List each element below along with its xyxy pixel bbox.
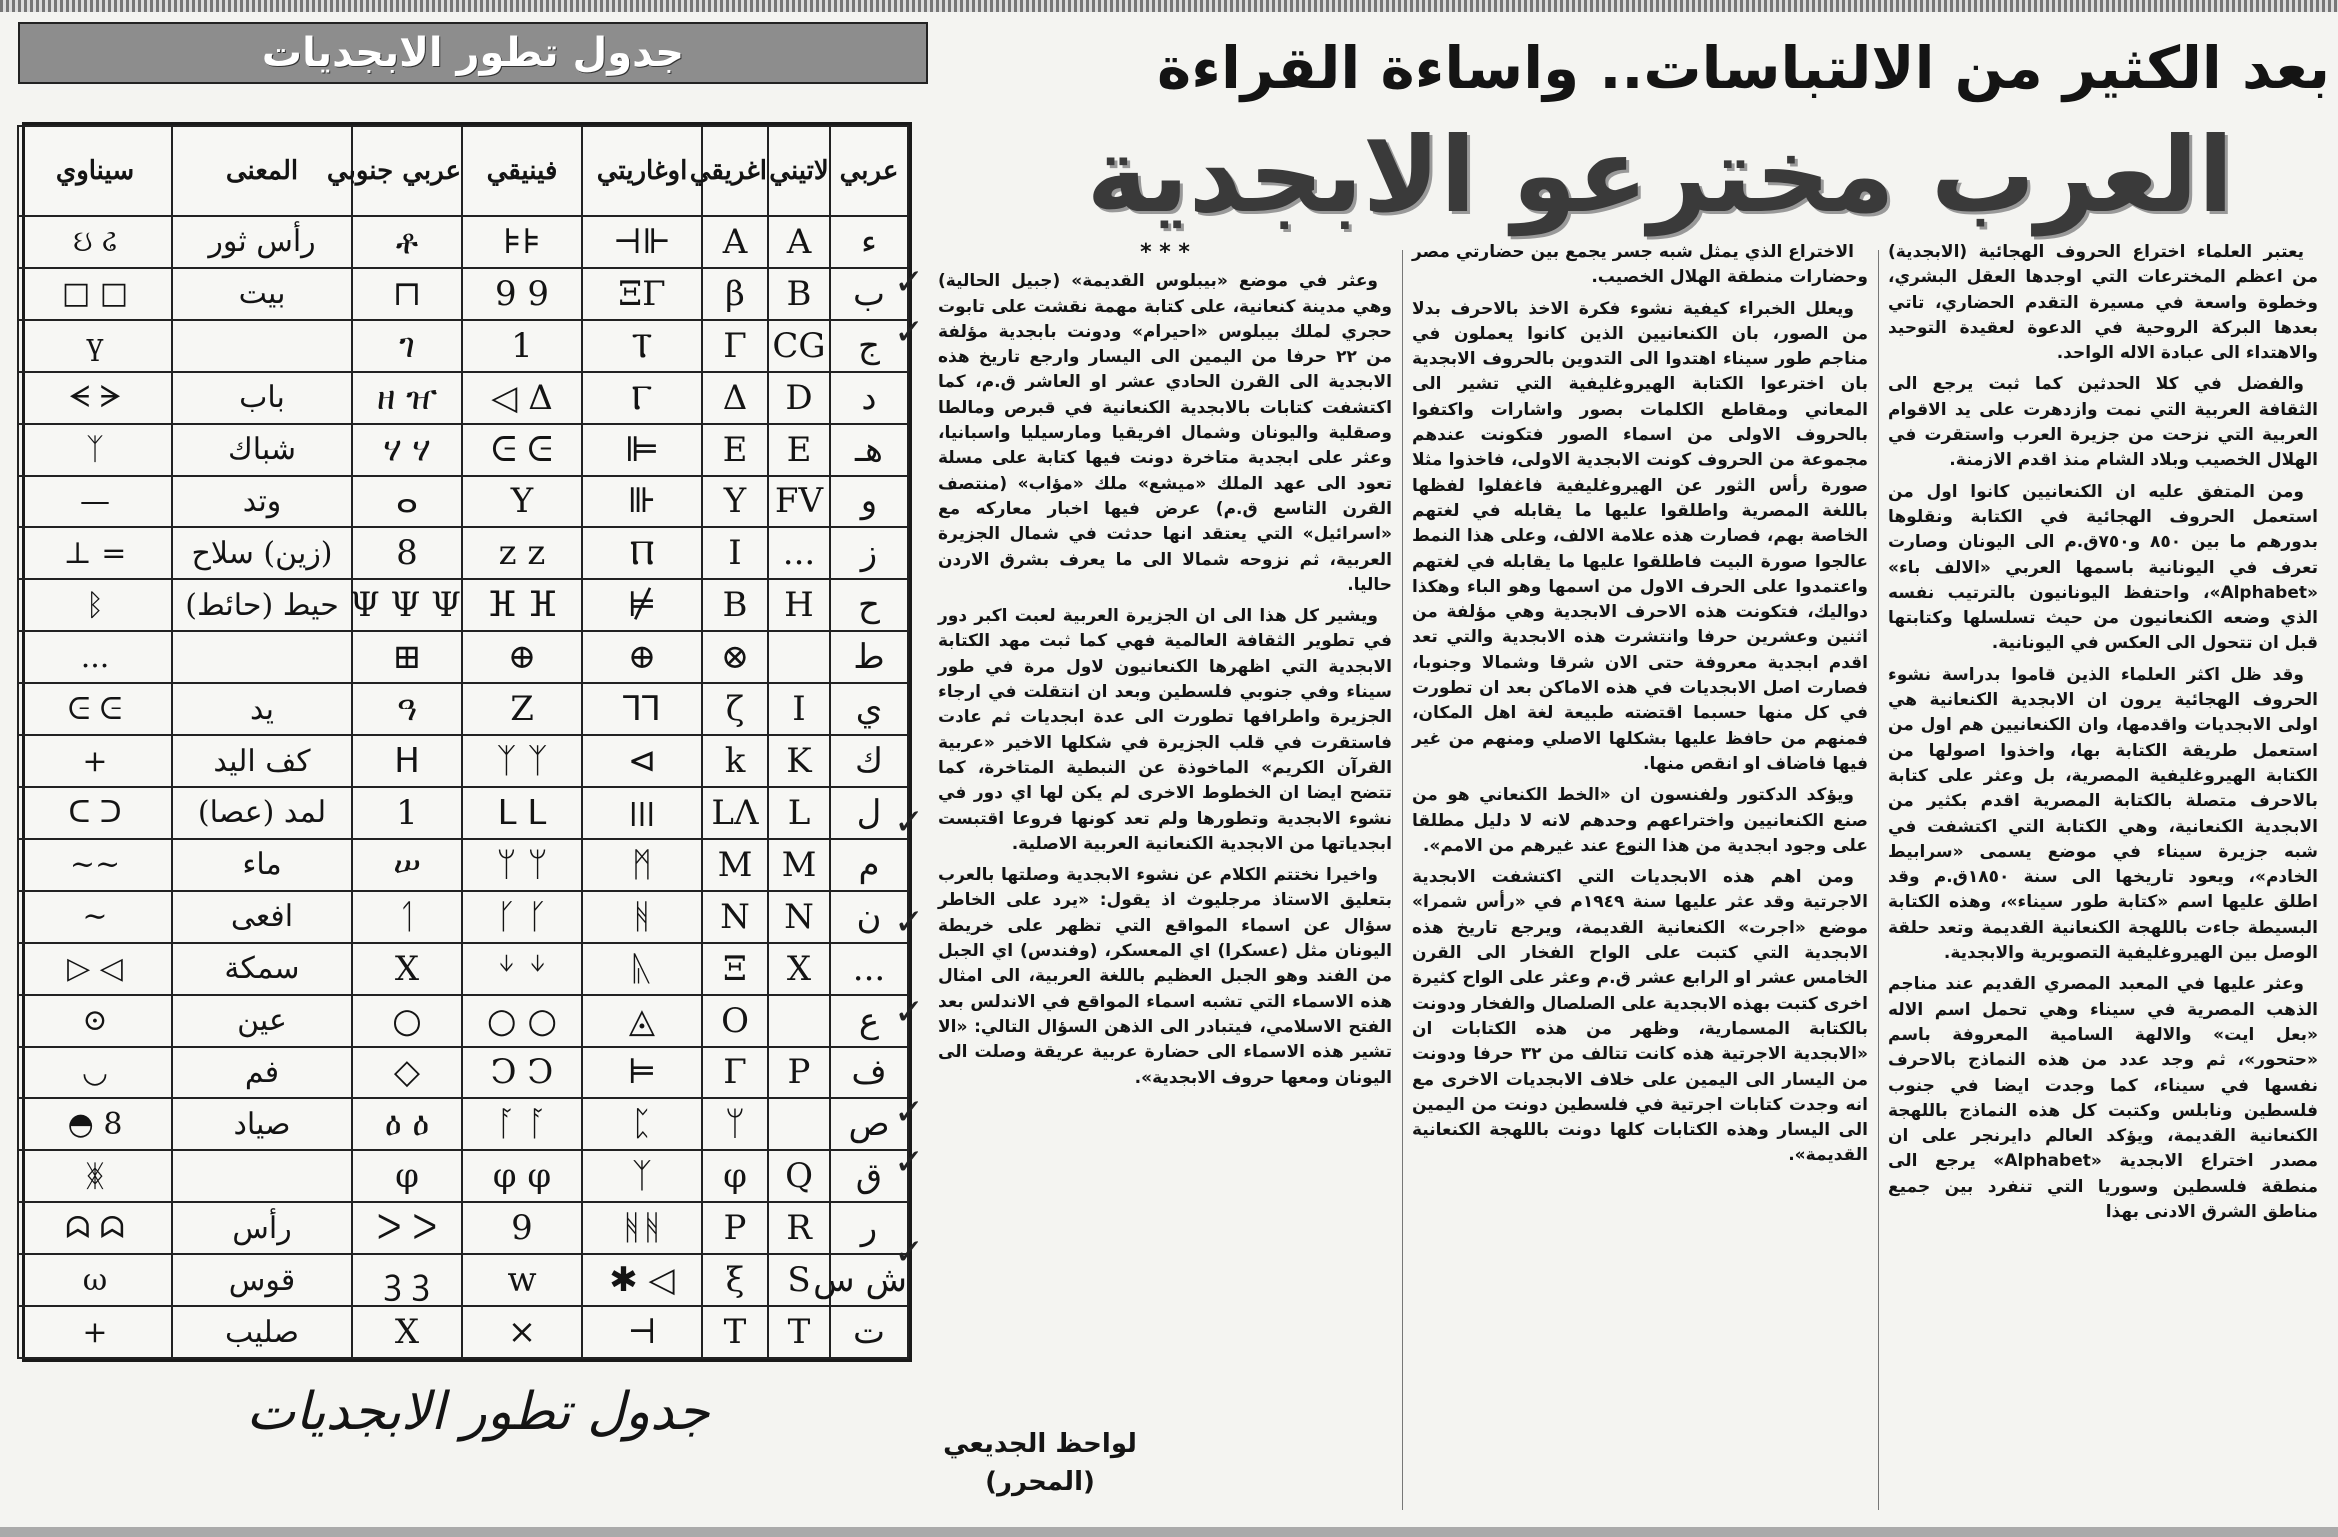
cell-latin: H <box>768 579 830 631</box>
check-mark: ✓ <box>894 1232 925 1273</box>
cell-arabic: ف <box>830 1047 908 1099</box>
cell-south-arabian: ᐳ ᐳ <box>352 1202 462 1254</box>
cell-arabic: ع <box>830 995 908 1047</box>
cell-arabic: ح <box>830 579 908 631</box>
cell-ugaritic: ᚣ <box>582 943 702 995</box>
cell-greek: β <box>702 268 768 320</box>
cell-ugaritic: ᚻ <box>582 891 702 943</box>
header-arabic: عربي <box>830 126 908 216</box>
cell-sinaitic: ᛒ <box>18 579 172 631</box>
cell-arabic: ن <box>830 891 908 943</box>
check-mark: ✓ <box>894 802 925 843</box>
cell-south-arabian: ◇ <box>352 1047 462 1099</box>
cell-ugaritic: ᛉ <box>582 1150 702 1202</box>
cell-greek: Γ <box>702 1047 768 1099</box>
cell-ugaritic: ᛈ <box>582 1098 702 1150</box>
cell-south-arabian: ᛐ <box>352 891 462 943</box>
cell-south-arabian: X <box>352 943 462 995</box>
cell-greek: Γ <box>702 320 768 372</box>
cell-latin: FV <box>768 476 830 528</box>
cell-greek: P <box>702 1202 768 1254</box>
cell-meaning: ماء <box>172 839 352 891</box>
cell-sinaitic: ᗣ ᗣ <box>18 1202 172 1254</box>
cell-arabic: ز <box>830 527 908 579</box>
header-latin: لاتيني <box>768 126 830 216</box>
cell-arabic: ص <box>830 1098 908 1150</box>
cell-phoenician: ⊕ <box>462 631 582 683</box>
cell-south-arabian: ⊓ <box>352 268 462 320</box>
column-divider <box>1878 250 1879 1510</box>
table-row <box>18 735 908 787</box>
cell-phoenician: ᕮ ᕮ <box>462 424 582 476</box>
cell-latin: L <box>768 787 830 839</box>
cell-ugaritic: Ⲅ <box>582 372 702 424</box>
cell-south-arabian: 8 <box>352 527 462 579</box>
article-paragraph: الاختراع الذي يمثل شبه جسر يجمع بين حضارتي مصر وحضارات منطقة الهلال الخصيب. <box>1412 242 1868 288</box>
table-row <box>18 527 908 579</box>
cell-phoenician: 9 9 <box>462 268 582 320</box>
cell-ugaritic: ⊭ <box>582 579 702 631</box>
cell-phoenician: 9 <box>462 1202 582 1254</box>
cell-sinaitic: ᛉ <box>18 424 172 476</box>
cell-south-arabian: Ψ Ψ Ψ <box>352 579 462 631</box>
cell-latin: S <box>768 1254 830 1306</box>
cell-greek: A <box>702 216 768 268</box>
cell-meaning <box>172 631 352 683</box>
cell-sinaitic: ᛤ <box>18 1150 172 1202</box>
cell-south-arabian: ዓ <box>352 683 462 735</box>
cell-latin: I <box>768 683 830 735</box>
article-paragraph: واخيرا نختتم الكلام عن نشوء الابجدية وصلتها بالعرب بتعليق الاستاذ مرجليوث اذ يقول: «يرد على الخاطر سؤال عن اسماء المواقع التي تظهر على خريطة اليونان مثل (عسكرا) اي المعسكر، (وفندس) اي الجبل من الفند وهو الجبل العظيم باللغة العربية، الى امثال هذه الاسماء التي تشبه اسماء المواقع في الاندلس بعد الفتح الاسلامي، فيتبادر الى الذهن السؤال التالي: «الا تشير هذه الاسماء الى حضارة عربية عريقة وصلت الى اليونان ومعها حروف الابجدية». <box>938 865 1392 1088</box>
main-headline: العرب مخترعو الابجدية <box>1086 114 2234 236</box>
cell-sinaitic: ᗕ ᗒ <box>18 372 172 424</box>
cell-meaning: باب <box>172 372 352 424</box>
cell-greek: T <box>702 1306 768 1358</box>
byline <box>940 1425 1140 1505</box>
cell-sinaitic: ω <box>18 1254 172 1306</box>
cell-sinaitic: ~~ <box>18 839 172 891</box>
cell-meaning: عين <box>172 995 352 1047</box>
article-paragraph: يعتبر العلماء اختراع الحروف الهجائية (الابجدية) من اعظم المخترعات التي اوجدها العقل البشري، وخطوة واسعة في مسيرة التقدم الحضاري، تاتي بعدها البركة الروحية في الدعوة لعقيدة التوحيد والاهتداء الى عبادة الاله الواحد. <box>1888 242 2318 364</box>
cell-arabic: ء <box>830 216 908 268</box>
cell-phoenician: ᒪ ᒪ <box>462 787 582 839</box>
kicker-headline: بعد الكثير من الالتباسات.. واساءة القراءة <box>1157 34 2330 102</box>
alphabet-table <box>17 125 909 1359</box>
cell-sinaitic: ᕮ ᕮ <box>18 683 172 735</box>
cell-greek: E <box>702 424 768 476</box>
cell-phoenician: Z <box>462 683 582 735</box>
article-paragraph: والفضل في كلا الحدثين كما ثبت يرجع الى الثقافة العربية التي نمت وازدهرت على يد الاقوام العربية التي نزحت من جزيرة العرب واستقرت في الهلال الخصيب وبلاد الشام منذ اقدم الازمنة. <box>1888 374 2318 471</box>
cell-arabic: د <box>830 372 908 424</box>
cell-phoenician: Ͻ Ͻ <box>462 1047 582 1099</box>
cell-meaning: وتد <box>172 476 352 528</box>
margin-checkmarks <box>894 262 944 1273</box>
cell-arabic: ... <box>830 943 908 995</box>
cell-south-arabian: ሠ <box>352 839 462 891</box>
cell-latin: R <box>768 1202 830 1254</box>
cell-meaning: رأس <box>172 1202 352 1254</box>
cell-arabic: ق <box>830 1150 908 1202</box>
cell-sinaitic: ◁ ▷ <box>18 943 172 995</box>
cell-greek: Y <box>702 476 768 528</box>
cell-latin: Q <box>768 1150 830 1202</box>
cell-latin: CG <box>768 320 830 372</box>
cell-south-arabian: ገ <box>352 320 462 372</box>
cell-arabic: ش س <box>830 1254 908 1306</box>
cell-sinaitic: ... <box>18 631 172 683</box>
alphabet-table-body <box>18 216 908 1358</box>
cell-arabic: ب <box>830 268 908 320</box>
table-row <box>18 787 908 839</box>
author-role: (المحرر) <box>985 1467 1095 1497</box>
table-row <box>18 891 908 943</box>
cell-ugaritic: ⊫ <box>582 424 702 476</box>
cell-south-arabian: X <box>352 1306 462 1358</box>
table-row <box>18 476 908 528</box>
table-header-row <box>18 126 908 216</box>
cell-meaning: بيت <box>172 268 352 320</box>
cell-phoenician: ᚴ ᚴ <box>462 891 582 943</box>
cell-south-arabian: ዕ ዕ <box>352 1098 462 1150</box>
cell-sinaitic: ઇ ઢ <box>18 216 172 268</box>
cell-greek: ξ <box>702 1254 768 1306</box>
cell-south-arabian: ᕼ <box>352 735 462 787</box>
cell-latin: D <box>768 372 830 424</box>
cell-ugaritic: ⊩⊢ <box>582 216 702 268</box>
cell-greek: O <box>702 995 768 1047</box>
cell-latin: B <box>768 268 830 320</box>
table-row <box>18 1202 908 1254</box>
article-paragraph: وعثر في موضع «بيبلوس القديمة» (جبيل الحالية) وهي مدينة كنعانية، على كتابة مهمة نقشت على تابوت حجري لملك بيبلوس «احيرام» ودونت بابجدية مؤلفة من ٢٢ حرفا من اليمين الى اليسار وارجع تاريخ هذه الابجدية الى القرن الحادي عشر او العاشر ق.م، كما اكتشفت كتابات بالابجدية الكنعانية في قبرص ومالطا وصقلية واليونان وشمال افريقيا ومارسيليا واسبانيا، وعثر على ابجدية متاخرة دونت فيها كتابة على مسلة تعود الى عهد الملك «ميشع» ملك «مؤاب» (منتصف القرن التاسع ق.م) عرض فيها اخبار معاركه مع «اسرائيل» التي يعتقد انها حدثت في شمال الجزيرة العربية، ثم نزوحه شمالا الى ما يعرف بشرق الاردن حاليا. <box>938 271 1392 595</box>
cell-sinaitic: ◡ <box>18 1047 172 1099</box>
cell-phoenician: ᛉ ᛉ <box>462 735 582 787</box>
cell-greek: ᛘ <box>702 1098 768 1150</box>
cell-latin: M <box>768 839 830 891</box>
cell-meaning: حيط (حائط) <box>172 579 352 631</box>
top-rule <box>0 0 2338 12</box>
cell-south-arabian: ቶ <box>352 216 462 268</box>
cell-meaning: صليب <box>172 1306 352 1358</box>
alphabet-table-panel <box>18 22 928 1502</box>
cell-ugaritic: ᛗ <box>582 839 702 891</box>
cell-latin <box>768 995 830 1047</box>
cell-ugaritic: ⊪ <box>582 476 702 528</box>
cell-greek: M <box>702 839 768 891</box>
table-row <box>18 424 908 476</box>
cell-arabic: م <box>830 839 908 891</box>
table-row <box>18 995 908 1047</box>
check-mark: ✓ <box>894 992 925 1033</box>
cell-greek: LΛ <box>702 787 768 839</box>
cell-phoenician: Y <box>462 476 582 528</box>
cell-phoenician: ᛘ ᛘ <box>462 839 582 891</box>
table-row <box>18 372 908 424</box>
cell-latin: ... <box>768 527 830 579</box>
cell-arabic: ط <box>830 631 908 683</box>
article-paragraph: وعثر عليها في المعبد المصري القديم عند مناجم الذهب المصرية في سيناء وهي تحمل اسم الاله «بعل ايت» والالهة السامية المعروفة باسم «حتحور»، ثم وجد عدد من هذه النماذج بالاحرف نفسها في سيناء، كما وجدت ايضا في جنوب فلسطين ونابلس وكتبت كل هذه النماذج باللهجة الكنعانية القديمة، ويؤكد العالم دايرنجر على ان مصدر اختراع الابجدية «Alphabet» يرجع الى منطقة فلسطين وسوريا التي تنفرد بين جميع مناطق الشرق الادنى بهذا <box>1888 974 2318 1222</box>
cell-latin: T <box>768 1306 830 1358</box>
article-paragraph: ويؤكد الدكتور ولفنسون ان «الخط الكنعاني هو من صنع الكنعانيين واختراعهم وحدهم لانه لا دليل مطلقا على وجود ابجدية من هذا النوع عند غيرهم من الامم». <box>1412 785 1868 856</box>
alphabet-table-frame <box>22 122 912 1362</box>
cell-latin: P <box>768 1047 830 1099</box>
cell-arabic: هـ <box>830 424 908 476</box>
cell-meaning <box>172 320 352 372</box>
cell-ugaritic: ◁ ✱ <box>582 1254 702 1306</box>
cell-meaning: صياد <box>172 1098 352 1150</box>
cell-meaning: افعى <box>172 891 352 943</box>
cell-south-arabian: ⴰ <box>352 476 462 528</box>
author-name: لواحظ الجديعي <box>943 1429 1137 1459</box>
table-row <box>18 1047 908 1099</box>
header-greek: اغريقي <box>702 126 768 216</box>
cell-south-arabian: ꝫ ꝫ <box>352 1254 462 1306</box>
cell-arabic: و <box>830 476 908 528</box>
cell-greek: Ξ <box>702 943 768 995</box>
table-row <box>18 579 908 631</box>
cell-phoenician: w <box>462 1254 582 1306</box>
cell-greek: φ <box>702 1150 768 1202</box>
cell-ugaritic: ⊕ <box>582 631 702 683</box>
cell-south-arabian: ዘ ዠ <box>352 372 462 424</box>
cell-sinaitic: ү <box>18 320 172 372</box>
cell-south-arabian: φ <box>352 1150 462 1202</box>
cell-phoenician: φ φ <box>462 1150 582 1202</box>
article-paragraph: ومن المتفق عليه ان الكنعانيين كانوا اول من استعمل الحروف الهجائية في الكتابة ونقلوها بدورهم ما بين ٨٥٠ و٧٥٠ق.م الى اليونان وصارت تعرف في اليونانية باسمها العربي «الالف باء» «Alphabet»، واحتفظ اليونانيون بالترتيب نفسه الذي وضعه الكنعانيون من حيث تسلسلها وكتابتها قبل ان تتحول الى العكس في اليونانية. <box>1888 481 2318 654</box>
article-paragraph: ويشير كل هذا الى ان الجزيرة العربية لعبت اكبر دور في تطوير الثقافة العالمية فهي كما ثبت مهد الكتابة الابجدية التي اظهرها الكنعانيون لاول مرة في طور سيناء وفي جنوبي فلسطين وبعد ان انتقلت في ارجاء الجزيرة واطرافها تطورت الى عدة ابجديات ثم عادت فاستقرت في قلب الجزيرة في شكلها الاخير «عربية القرآن الكريم» الماخوذة عن النبطية المتاخرة، كما تتضح ايضا ان الخطوط الاخرى لم يكن لها اي دور في نشوء الابجدية وتطورها ولم تعد كونها فروعا اقتبست ابجدياتها من الابجدية الكنعانية العربية الاصلية. <box>938 606 1392 854</box>
cell-greek: ζ <box>702 683 768 735</box>
cell-meaning: سمكة <box>172 943 352 995</box>
header-phoenician: فينيقي <box>462 126 582 216</box>
cell-latin: N <box>768 891 830 943</box>
header-ugaritic: اوغاريتي <box>582 126 702 216</box>
check-mark: ✓ <box>894 262 925 303</box>
table-row <box>18 683 908 735</box>
table-row <box>18 631 908 683</box>
table-row <box>18 216 908 268</box>
cell-meaning <box>172 1150 352 1202</box>
cell-greek: Δ <box>702 372 768 424</box>
header-south-arabian: عربي جنوبي <box>352 126 462 216</box>
cell-arabic: ر <box>830 1202 908 1254</box>
cell-ugaritic: ◬ <box>582 995 702 1047</box>
article-paragraph: وقد ظل اكثر العلماء الذين قاموا بدراسة نشوء الحروف الهجائية يرون ان الابجدية الكنعانية هي اولى الابجديات واقدمها، وان الكنعانيين هم اول من استعمل طريقة الكتابة بها، واخذوا اصولها من الكتابة الهيروغليفية المصرية، بل وعثر على كتابة بالاحرف متصلة بالكتابة المصرية اقدم بكثير من الابجدية الكنعانية، وهي الكتابة التي اكتشفت في شبه جزيرة سيناء في موضع يسمى «سرابيط الخادم»، ويعود تاريخها الى سنة ١٨٥٠ق.م وقد اطلق عليها اسم «كتابة طور سيناء»، وهذه الكتابة البسيطة جاءت باللهجة الكنعانية القديمة وتعد حلقة الوصل بين الهيروغليفية التصويرية والابجدية. <box>1888 664 2318 964</box>
cell-ugaritic: ⊨ <box>582 1047 702 1099</box>
cell-sinaitic: 8 ◓ <box>18 1098 172 1150</box>
cell-sinaitic: = ⊥ <box>18 527 172 579</box>
cell-meaning: فم <box>172 1047 352 1099</box>
cell-arabic: ي <box>830 683 908 735</box>
article-paragraph: ويعلل الخبراء كيفية نشوء فكرة الاخذ بالاحرف بدلا من الصور، بان الكنعانيين الذين كانوا يعملون في مناجم طور سيناء اهتدوا الى التدوين بالحروف الابجدية بان اخترعوا الكتابة الهيروغليفية التي تشير الى المعاني ومقاطع الكلمات بصور واشارات واكتفوا بالحروف الاولى من اسماء الصور فتكونت عندهم مجموعة من الحروف كونت الابجدية الاولى، فاخذوا مثلا صورة رأس الثور عن الهيروغليفية فاغفلوا لفظها باللغة المصرية واطلقوا عليها ما يقابله في لغتهم الخاصة بهم، فصارت هذه علامة الالف، وعلى هذا النمط عالجوا صورة البيت فاطلقوا عليها ما يقابله في لغتهم واعتمدوا على الحرف الاول من اسمها وهو الباء وهكذا دواليك، فتكونت هذه الاحرف الابجدية وهي مؤلفة من اثنين وعشرين حرفا وانتشرت هذه الابجدية والتي تعد اقدم ابجدية معروفة حتى الان شرقا وشمالا وجنوبا، فصارت اصل الابجديات في هذه الاماكن بعد ان تطورت في كل منها حسبما اقتضته طبيعة لغة اهل المكان، فمنهم من حافظ عليها بشكلها الاصلي ومنهم من غير فيها فاضاف او انقص منها. <box>1412 298 1868 774</box>
header-sinaitic: سيناوي <box>18 126 172 216</box>
cell-arabic: ل <box>830 787 908 839</box>
cell-meaning: لمد (عصا) <box>172 787 352 839</box>
table-row <box>18 943 908 995</box>
cell-sinaitic: — <box>18 476 172 528</box>
article-paragraph: ومن اهم هذه الابجديات التي اكتشفت الابجدية الاجرتية وقد عثر عليها سنة ١٩٤٩م في «رأس شمرا» موضع «اجرت» الكنعانية القديمة، ويرجع تاريخ هذه الابجدية التي كتبت على الواح الفخار الى القرن الخامس عشر او الرابع عشر ق.م وعثر على الواح كثيرة اخرى كتبت بهذه الابجدية على الصلصال والفخار ودونت بالكتابة المسمارية، وظهر من هذه الكتابات ان «الابجدية الاجرتية هذه كانت تتالف من ٣٢ حرفا ودونت من اليسار الى اليمين على خلاف الابجديات الاخرى مع انه وجدت كتابات اجرتية في فلسطين دونت من اليمين الى اليسار وهذه الكتابات كلها دونت باللهجة الكنعانية القديمة». <box>1412 867 1868 1166</box>
article-column-1 <box>1888 240 2318 1525</box>
cell-south-arabian: ሃ ሃ <box>352 424 462 476</box>
cell-greek: B <box>702 579 768 631</box>
table-row <box>18 268 908 320</box>
cell-greek: k <box>702 735 768 787</box>
article-column-3 <box>938 240 1392 1525</box>
table-row <box>18 1306 908 1358</box>
cell-latin: X <box>768 943 830 995</box>
cell-latin <box>768 1098 830 1150</box>
cell-south-arabian: ○ <box>352 995 462 1047</box>
cell-meaning: قوس <box>172 1254 352 1306</box>
table-banner: جدول تطور الابجديات <box>18 22 928 84</box>
check-mark: ✓ <box>894 902 925 943</box>
cell-south-arabian: 1 <box>352 787 462 839</box>
cell-greek: I <box>702 527 768 579</box>
cell-ugaritic: ⊢ <box>582 1306 702 1358</box>
cell-greek: ⊗ <box>702 631 768 683</box>
cell-ugaritic: ⅂⅂ <box>582 683 702 735</box>
cell-sinaitic: + <box>18 735 172 787</box>
cell-phoenician: ⴼ ⴼ <box>462 579 582 631</box>
cell-latin: E <box>768 424 830 476</box>
cell-sinaitic: ⊙ <box>18 995 172 1047</box>
table-row <box>18 1254 908 1306</box>
cell-phoenician: ○ ○ <box>462 995 582 1047</box>
cell-sinaitic: ᑕ ᑐ <box>18 787 172 839</box>
cell-latin: A <box>768 216 830 268</box>
table-row <box>18 1150 908 1202</box>
section-separator: * * * <box>1140 240 1190 265</box>
cell-phoenician: ᚪ ᚪ <box>462 1098 582 1150</box>
cell-ugaritic: Ⲽ <box>582 787 702 839</box>
bottom-rule <box>0 1527 2338 1537</box>
cell-arabic: ج <box>830 320 908 372</box>
cell-meaning: شباك <box>172 424 352 476</box>
cell-latin <box>768 631 830 683</box>
column-divider <box>1402 250 1403 1510</box>
cell-phoenician: ᛎ ᛎ <box>462 943 582 995</box>
cell-phoenician: Δ ◁ <box>462 372 582 424</box>
cell-ugaritic: ΞΓ <box>582 268 702 320</box>
check-mark: ✓ <box>894 312 925 353</box>
cell-meaning: (زين) سلاح <box>172 527 352 579</box>
cell-sinaitic: □ □ <box>18 268 172 320</box>
header-meaning: المعنى <box>172 126 352 216</box>
table-row <box>18 1098 908 1150</box>
cell-arabic: ك <box>830 735 908 787</box>
cell-sinaitic: + <box>18 1306 172 1358</box>
cell-phoenician: × <box>462 1306 582 1358</box>
cell-phoenician: ⊧⊧ <box>462 216 582 268</box>
cell-meaning: رأس ثور <box>172 216 352 268</box>
check-mark: ✓ <box>894 1142 925 1183</box>
cell-ugaritic: Ⲧ <box>582 320 702 372</box>
cell-ugaritic: ⊳ <box>582 735 702 787</box>
cell-latin: K <box>768 735 830 787</box>
table-caption: جدول تطور الابجديات <box>246 1382 710 1442</box>
article-column-2 <box>1412 240 1868 1525</box>
cell-meaning: كف اليد <box>172 735 352 787</box>
check-mark: ✓ <box>894 1092 925 1133</box>
table-row <box>18 320 908 372</box>
cell-meaning: يد <box>172 683 352 735</box>
cell-phoenician: 1 <box>462 320 582 372</box>
cell-arabic: ت <box>830 1306 908 1358</box>
cell-ugaritic: Ⲡ <box>582 527 702 579</box>
cell-ugaritic: ᚻᚻ <box>582 1202 702 1254</box>
cell-greek: N <box>702 891 768 943</box>
table-row <box>18 839 908 891</box>
cell-south-arabian: ⊞ <box>352 631 462 683</box>
cell-phoenician: z z <box>462 527 582 579</box>
cell-sinaitic: ∽ <box>18 891 172 943</box>
